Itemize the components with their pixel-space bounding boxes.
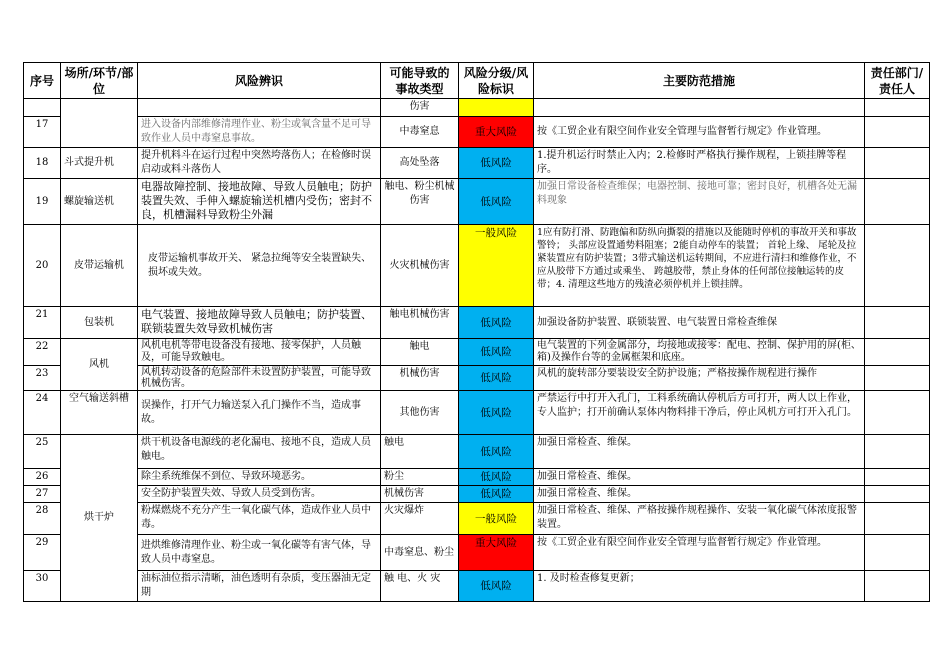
cell-owner [865, 99, 930, 117]
header-level: 风险分级/风险标识 [459, 63, 534, 99]
cell-owner [865, 148, 930, 179]
table-row [24, 503, 930, 535]
cell-owner [865, 366, 930, 391]
cell-measure: 按《工贸企业有限空间作业安全管理与监督暂行规定》作业管理。 [534, 535, 865, 571]
cell-place: 螺旋输送机 [61, 179, 138, 225]
cell-hazard: 烘干机设备电源线的老化漏电、接地不良，造成人员触电。 [138, 435, 381, 469]
cell-measure: 电气装置的下列金属部分，均接地或接零：配电、控制、保护用的屏(柜、箱)及操作台等的金属框架和底座。 [534, 339, 865, 366]
cell-owner [865, 469, 930, 486]
cell-level: 低风险 [459, 469, 534, 486]
cell-place: 空气输送斜槽 [61, 391, 138, 435]
cell-level [459, 99, 534, 117]
table-row [24, 225, 930, 307]
cell-owner [865, 435, 930, 469]
cell-accident: 触 电、火 灾 [381, 571, 459, 602]
cell-level: 低风险 [459, 307, 534, 339]
cell-measure: 按《工贸企业有限空间作业安全管理与监督暂行规定》作业管理。 [534, 117, 865, 148]
cell-accident: 火灾机械伤害 [381, 225, 459, 307]
cell-place: 风机 [61, 339, 138, 391]
cell-level: 低风险 [459, 179, 534, 225]
cell-owner [865, 486, 930, 503]
cell-measure: 严禁运行中打开入孔门，工料系统确认停机后方可打开，两人以上作业，专人监护；打开前确认泵体内物料排干净后，停止风机方可打开入孔门。 [534, 391, 865, 435]
cell-accident: 触电机械伤害 [381, 307, 459, 339]
cell-hazard: 油标油位指示清晰，油色透明有杂质，变压器油无定期 [138, 571, 381, 602]
cell-owner [865, 535, 930, 571]
table-row [24, 571, 930, 602]
cell-seq: 21 [24, 307, 61, 339]
cell-hazard: 电器故障控制、接地故障、导致人员触电；防护装置失效、手伸入螺旋输送机槽内受伤；密封不良，机槽漏料导致粉尘外漏 [138, 179, 381, 225]
cell-seq: 18 [24, 148, 61, 179]
cell-measure: 加强日常检查、维保、严格按操作规程操作、安装一氧化碳气体浓度报警装置。 [534, 503, 865, 535]
cell-measure: 加强日常检查、维保。 [534, 469, 865, 486]
cell-hazard: 除尘系统维保不到位、导致环境恶劣。 [138, 469, 381, 486]
cell-level: 低风险 [459, 571, 534, 602]
cell-hazard: 粉煤燃烧不充分产生一氧化碳气体，造成作业人员中毒。 [138, 503, 381, 535]
cell-seq: 27 [24, 486, 61, 503]
cell-seq: 22 [24, 339, 61, 366]
cell-hazard: 电气装置、接地故障导致人员触电；防护装置、联锁装置失效导致机械伤害 [138, 307, 381, 339]
cell-level: 低风险 [459, 486, 534, 503]
cell-owner [865, 117, 930, 148]
cell-accident: 机械伤害 [381, 366, 459, 391]
table-row [24, 391, 930, 435]
cell-accident: 粉尘 [381, 469, 459, 486]
cell-measure: 1应有防打滑、防跑偏和防纵向撕裂的措施以及能随时停机的事故开关和事故警铃； 头部应设置通势料阻塞；2能自动停车的装置； 首轮上缘、 尾轮及拉紧装置应有防护装置；3带式输送机运转期间，不应进行清扫和维修作业，不应从胶带下方通过或乘坐、 跨越胶带，禁止身体的任何部位接触运转的皮带；4. 清理这些地方的残渣必须停机并上锁挂牌。 [534, 225, 865, 307]
cell-place [61, 99, 138, 148]
table-row [24, 366, 930, 391]
cell-accident: 伤害 [381, 99, 459, 117]
cell-level: 重大风险 [459, 117, 534, 148]
cell-measure: 加强设备防护装置、联锁装置、电气装置日常检查维保 [534, 307, 865, 339]
cell-hazard: 提升机料斗在运行过程中突然垮落伤人；在检修时误启动或料斗落伤人 [138, 148, 381, 179]
cell-place: 烘干炉 [61, 435, 138, 602]
table-row [24, 179, 930, 225]
cell-owner [865, 179, 930, 225]
cell-level: 一般风险 [459, 225, 534, 307]
table-row [24, 486, 930, 503]
table-row [24, 435, 930, 469]
cell-owner [865, 571, 930, 602]
table-row [24, 339, 930, 366]
cell-measure: 风机的旋转部分要装设安全防护设施；严格按操作规程进行操作 [534, 366, 865, 391]
cell-seq: 30 [24, 571, 61, 602]
risk-table [23, 62, 930, 602]
cell-hazard: 皮带运输机事故开关、 紧急拉绳等安全装置缺失、 损坏或失效。 [138, 225, 381, 307]
header-place: 场所/环节/部位 [61, 63, 138, 99]
cell-seq: 28 [24, 503, 61, 535]
cell-accident: 触电 [381, 435, 459, 469]
cell-level: 低风险 [459, 435, 534, 469]
cell-owner [865, 503, 930, 535]
cell-hazard [138, 99, 381, 117]
cell-seq: 23 [24, 366, 61, 391]
cell-hazard: 风机电机等带电设备没有接地、接零保护，人员触及，可能导致触电。 [138, 339, 381, 366]
cell-measure: 1.提升机运行时禁止入内；2.检修时严格执行操作规程，上锁挂牌等程序。 [534, 148, 865, 179]
cell-accident: 中毒窒息、粉尘 [381, 535, 459, 571]
cell-seq: 19 [24, 179, 61, 225]
cell-place: 皮带运输机 [61, 225, 138, 307]
cell-place: 斗式提升机 [61, 148, 138, 179]
header-owner: 责任部门/责任人 [865, 63, 930, 99]
header-hazard: 风险辨识 [138, 63, 381, 99]
header-accident: 可能导致的事故类型 [381, 63, 459, 99]
cell-hazard: 进烘维修清理作业、粉尘或一氧化碳等有害气体，导致人员中毒窒息。 [138, 535, 381, 571]
cell-owner [865, 391, 930, 435]
cell-owner [865, 225, 930, 307]
cell-accident: 中毒窒息 [381, 117, 459, 148]
cell-owner [865, 339, 930, 366]
cell-level: 低风险 [459, 391, 534, 435]
cell-seq: 26 [24, 469, 61, 486]
cell-measure: 1. 及时检查修复更新； [534, 571, 865, 602]
cell-accident: 其他伤害 [381, 391, 459, 435]
cell-seq: 29 [24, 535, 61, 571]
cell-hazard: 风机转动设备的危险部件未设置防护装置，可能导致机械伤害。 [138, 366, 381, 391]
cell-measure: 加强日常设备检查维保；电器控制、接地可靠；密封良好，机槽各处无漏料现象 [534, 179, 865, 225]
cell-hazard: 误操作，打开气力输送泵入孔门操作不当，造成事故。 [138, 391, 381, 435]
cell-level: 一般风险 [459, 503, 534, 535]
cell-level: 低风险 [459, 148, 534, 179]
header-measure: 主要防范措施 [534, 63, 865, 99]
cell-accident: 触电 [381, 339, 459, 366]
cell-hazard: 安全防护装置失效、导致人员受到伤害。 [138, 486, 381, 503]
cell-owner [865, 307, 930, 339]
cell-level: 低风险 [459, 339, 534, 366]
table-row [24, 99, 930, 117]
cell-accident: 高处坠落 [381, 148, 459, 179]
cell-measure: 加强日常检查、维保。 [534, 435, 865, 469]
cell-seq [24, 99, 61, 117]
cell-hazard: 进入设备内部维修清理作业、粉尘或氧含量不足可导致作业人员中毒窒息事故。 [138, 117, 381, 148]
cell-accident: 触电、粉尘机械伤害 [381, 179, 459, 225]
cell-measure: 加强日常检查、维保。 [534, 486, 865, 503]
table-row [24, 535, 930, 571]
cell-seq: 17 [24, 117, 61, 148]
table-row [24, 469, 930, 486]
table-row [24, 117, 930, 148]
header-seq: 序号 [24, 63, 61, 99]
table-row [24, 148, 930, 179]
cell-place: 包装机 [61, 307, 138, 339]
cell-level: 重大风险 [459, 535, 534, 571]
header-row [24, 63, 930, 99]
table-row [24, 307, 930, 339]
cell-seq: 25 [24, 435, 61, 469]
cell-level: 低风险 [459, 366, 534, 391]
cell-seq: 20 [24, 225, 61, 307]
cell-accident: 机械伤害 [381, 486, 459, 503]
cell-accident: 火灾爆炸 [381, 503, 459, 535]
cell-measure [534, 99, 865, 117]
cell-seq: 24 [24, 391, 61, 435]
